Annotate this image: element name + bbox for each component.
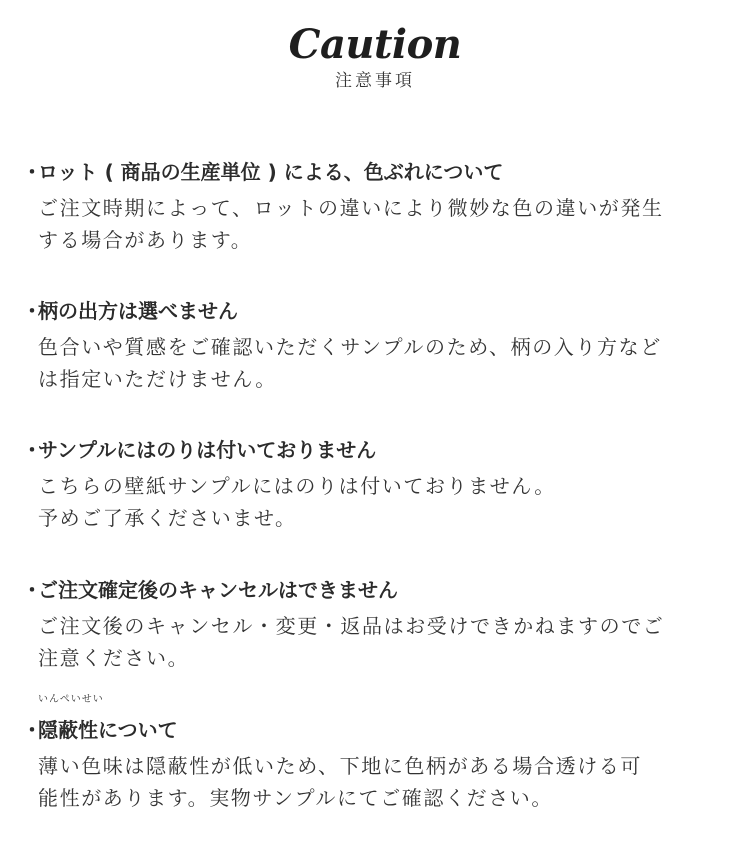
bullet-icon: ・ [22,299,42,323]
bullet-icon: ・ [22,160,42,184]
section-heading-text: ご注文確定後のキャンセルはできません [38,578,398,602]
section-body [38,610,734,674]
caution-section-pattern [22,297,734,395]
caution-section-no-cancel [22,576,734,674]
section-heading [22,297,734,325]
body-line: こちらの壁紙サンプルにはのりは付いておりません。 [38,474,556,498]
body-line: ご注文時期によって、ロットの違いにより微妙な色の違いが発生 [38,196,664,220]
bullet-icon: ・ [22,718,42,742]
section-heading-text: ロット ( 商品の生産単位 ) による、色ぶれについて [38,160,504,184]
section-heading-text: サンプルにはのりは付いておりません [38,438,377,462]
caution-logo: Caution [288,21,462,68]
body-line: 予めご了承くださいませ。 [38,506,297,530]
section-heading-text: 隠蔽性について [38,718,178,742]
bullet-icon: ・ [22,438,42,462]
caution-section-no-glue [22,436,734,534]
bullet-icon: ・ [22,578,42,602]
body-line: ご注文後のキャンセル・変更・返品はお受けできかねますのでご [38,614,665,638]
section-heading [22,716,734,744]
section-body [38,470,734,534]
section-body [38,192,734,256]
ruby-reading: いんぺいせい [38,694,104,705]
body-line: 色合いや質感をご確認いただくサンプルのため、柄の入り方など [38,335,662,359]
body-line: は指定いただけません。 [38,367,277,391]
caution-section-lot-color [22,158,734,256]
section-body [38,750,734,814]
body-line: する場合があります。 [38,228,253,252]
page-subtitle: 注意事項 [335,71,415,91]
section-heading [22,576,734,604]
caution-header [0,22,750,92]
caution-section-opacity [22,694,734,814]
section-body [38,331,734,395]
section-heading [22,436,734,464]
section-heading-text: 柄の出方は選べません [38,299,238,323]
section-heading [22,158,734,186]
body-line: 薄い色味は隠蔽性が低いため、下地に色柄がある場合透ける可 [38,754,642,778]
body-line: 注意ください。 [38,646,190,670]
body-line: 能性があります。実物サンプルにてご確認ください。 [38,786,553,810]
